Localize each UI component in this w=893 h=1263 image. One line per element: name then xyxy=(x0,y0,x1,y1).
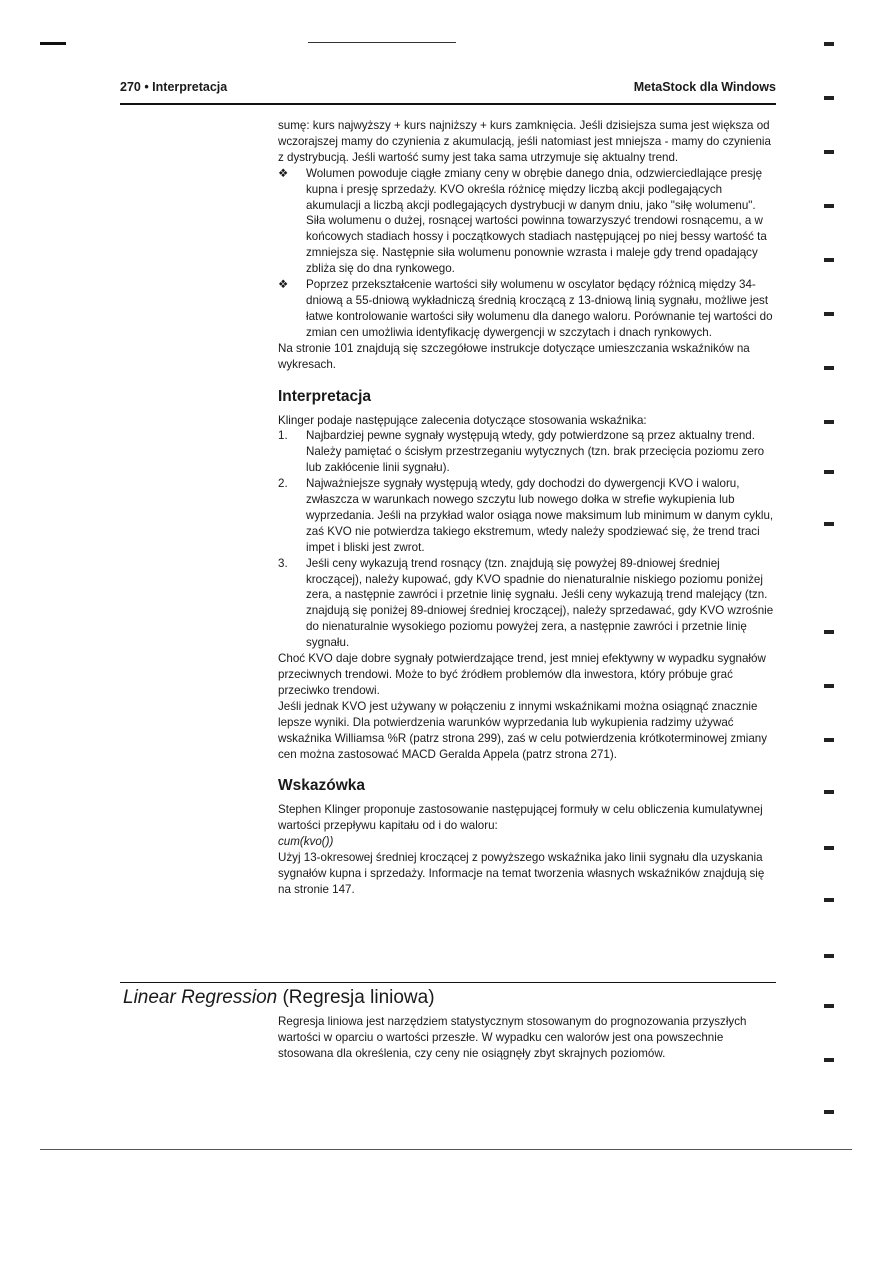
scan-margin-mark xyxy=(824,420,834,424)
wskazowka-heading: Wskazówka xyxy=(278,777,366,795)
scan-margin-mark xyxy=(824,1110,834,1114)
scan-margin-mark xyxy=(824,846,834,850)
scan-margin-mark xyxy=(824,312,834,316)
instruction-note: Na stronie 101 znajdują się szczegółowe instrukcje dotyczące umieszczania wskaźników na wykresach. xyxy=(278,341,750,371)
item-text: Jeśli ceny wykazują trend rosnący (tzn. znajdują się powyżej 89-dniowej średniej kroczącej), należy kupować, gdy KVO spadnie do nienaturalnie niskiego poziomu poniżej zera, a następnie zawróci i przetnie linię sygnału. Jeśli ceny wykazują trend malejący (tzn. znajdują się poniżej 89-dniowej średniej kroczącej), należy sprzedawać, gdy KVO wzrośnie do nienaturalnie wysokiego poziomu powyżej zera, a następnie zawróci i przetnie linię sygnału. xyxy=(306,556,774,650)
bullet-text: Poprzez przekształcenie wartości siły wolumenu w oscylator będący różnicą między 34-dniową a 55-dniową wykładniczą średnią kroczącą z 13-dniową linią sygnału, możliwe jest łatwe kontrolowanie wartości siły wolumenu dla danego waloru. Porównanie tej wartości do zmian cen umożliwia identyfikację dywergencji w szczytach i dnach rynkowych. xyxy=(306,278,773,339)
scan-margin-mark xyxy=(824,738,834,742)
scan-margin-mark xyxy=(824,470,834,474)
running-header-left: 270 • Interpretacja xyxy=(120,80,228,94)
section-rule xyxy=(120,982,776,983)
running-header-right: MetaStock dla Windows xyxy=(633,80,776,94)
item-text: Najważniejsze sygnały występują wtedy, gdy dochodzi do dywergencji KVO i waloru, zwłaszcza w warunkach nowego szczytu lub nowego dołka w strefie wykupienia lub wyprzedania. Jeśli na przykład walor osiąga nowe maksimum lub minimum w danym cyklu, zaś KVO nie potwierdza takiego ekstremum, wtedy należy spodziewać się, że trend traci impet i bliski jest zwrot. xyxy=(306,477,774,554)
scan-margin-mark xyxy=(824,790,834,794)
wskazowka-text: Użyj 13-okresowej średniej kroczącej z powyższego wskaźnika jako linii sygnału dla uzyskania sygnałów kupna i sprzedaży. Informacje na temat tworzenia własnych wskaźników znajdują się na stronie 147. xyxy=(278,851,765,896)
scan-top-line xyxy=(308,42,456,43)
scan-margin-mark xyxy=(824,42,834,46)
page-bottom-rule xyxy=(40,1149,852,1150)
header-rule xyxy=(120,103,776,105)
intro-continuation: sumę: kurs najwyższy + kurs najniższy + kurs zamknięcia. Jeśli dzisiejsza suma jest większa od wczorajszej mamy do czynienia z akumulacją, jeśli natomiast jest mniejsza - mamy do czynienia z dystrybucją. Jeśli wartość sumy jest taka sama utrzymuje się aktualny trend. xyxy=(278,119,771,164)
item-number: 1. xyxy=(278,429,288,443)
bullet-text: Wolumen powoduje ciągłe zmiany ceny w obrębie danego dnia, odzwierciedlające presję kupna i presję sprzedaży. KVO określa różnicę między liczbą akcji podlegających akumulacji a liczbą akcji podlegających dystrybucji w danym dniu, jako "siłę wolumenu". Siła wolumenu o dużej, rosnącej wartości powinna towarzyszyć trendowi rosnącemu, a w końcowych stadiach hossy i początkowych stadiach następującej po niej bessy wartość ta zmniejsza się. Następnie siła wolumenu ponownie wzrasta i maleje gdy trend opadający zbliża się do dna rynkowego. xyxy=(306,166,767,276)
wskazowka-formula: cum(kvo()) xyxy=(278,835,334,849)
section-title-english: Linear Regression xyxy=(123,987,278,1008)
scan-margin-mark xyxy=(824,258,834,262)
section-title-polish: (Regresja liniowa) xyxy=(282,987,435,1008)
scan-corner-mark xyxy=(40,42,66,45)
scan-margin-mark xyxy=(824,96,834,100)
item-number: 3. xyxy=(278,556,288,570)
scan-margin-mark xyxy=(824,150,834,154)
scan-margin-mark xyxy=(824,204,834,208)
item-number: 2. xyxy=(278,477,288,491)
scan-margin-mark xyxy=(824,898,834,902)
scan-margin-mark xyxy=(824,522,834,526)
bullet-diamond-icon: ❖ xyxy=(278,166,289,180)
scan-margin-mark xyxy=(824,366,834,370)
main-column xyxy=(278,118,778,898)
section-title xyxy=(123,986,435,1010)
scan-margin-mark xyxy=(824,1004,834,1008)
bullet-diamond-icon: ❖ xyxy=(278,278,289,292)
interpretacja-lead: Klinger podaje następujące zalecenia dotyczące stosowania wskaźnika: xyxy=(278,413,647,427)
interpretacja-paragraph: Choć KVO daje dobre sygnały potwierdzające trend, jest mniej efektywny w wypadku sygnałów przeciwnych trendowi. Może to być źródłem problemów dla inwestora, który próbuje grać przeciwko trendowi. xyxy=(278,652,766,697)
scan-margin-mark xyxy=(824,1058,834,1062)
scan-margin-mark xyxy=(824,684,834,688)
scan-margin-mark xyxy=(824,954,834,958)
interpretacja-paragraph: Jeśli jednak KVO jest używany w połączeniu z innymi wskaźnikami można osiągnąć znacznie lepsze wyniki. Dla potwierdzenia warunków wyprzedania lub wykupienia radzimy używać wskaźnika Williamsa %R (patrz strona 299), zaś w celu potwierdzenia krótkoterminowej zmiany cen można zastosować MACD Geralda Appela (patrz strona 271). xyxy=(278,699,768,761)
item-text: Najbardziej pewne sygnały występują wtedy, gdy potwierdzone są przez aktualny trend. Należy pamiętać o ścisłym przestrzeganiu wytycznych (tzn. brak przecięcia poziomu zero lub zakłócenie linii sygnału). xyxy=(306,429,765,475)
numbered-item xyxy=(278,476,778,556)
linear-regression-text: Regresja liniowa jest narzędziem statystycznym stosowanym do prognozowania przyszłych wartości w oparciu o wartości przeszłe. W wypadku cen walorów jest ona powszechnie stosowana dla określenia, czy ceny nie osiągnęły zbyt skrajnych poziomów. xyxy=(278,1015,747,1060)
scan-margin-mark xyxy=(824,630,834,634)
interpretacja-heading: Interpretacja xyxy=(278,387,372,405)
numbered-item xyxy=(278,428,778,476)
bullet-item xyxy=(278,166,778,277)
wskazowka-text: Stephen Klinger proponuje zastosowanie następującej formuły w celu obliczenia kumulatywnej wartości przepływu kapitału od i do waloru: xyxy=(278,803,763,833)
bullet-item xyxy=(278,277,778,341)
numbered-item xyxy=(278,556,778,651)
